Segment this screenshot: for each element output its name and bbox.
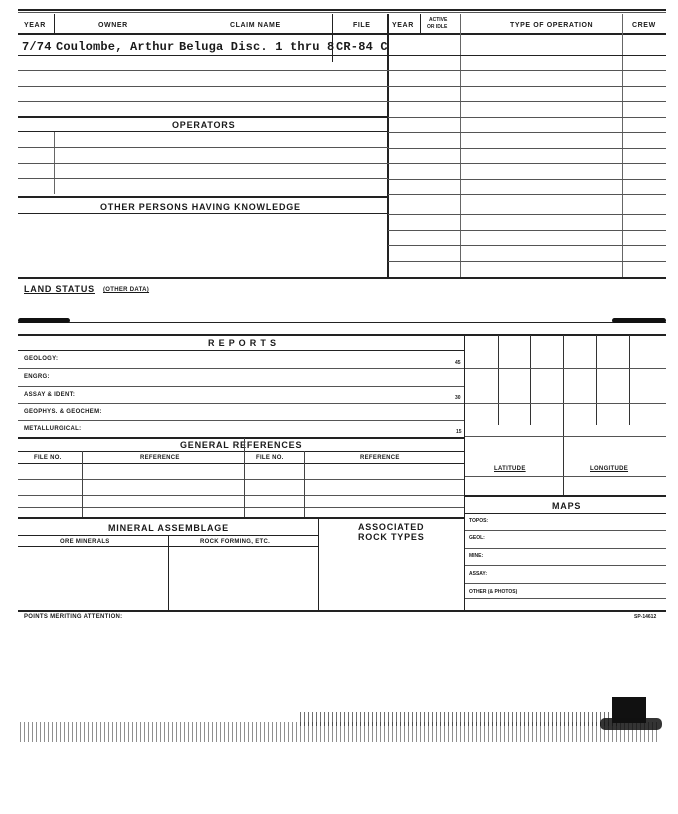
- row-line-right: [388, 148, 666, 149]
- land-status-subheading: (OTHER DATA): [103, 287, 150, 293]
- mineral-divider: [168, 536, 169, 610]
- grid-line: [629, 335, 630, 425]
- reports-geology-number: 45: [455, 360, 461, 366]
- reports-metallurgical-number: 15: [456, 429, 462, 435]
- divider-year-owner: [54, 14, 55, 34]
- minerals-rock-forming: ROCK FORMING, ETC.: [200, 539, 271, 545]
- row-line-right: [388, 101, 666, 102]
- row-line-right: [388, 214, 666, 215]
- maps-assay: ASSAY:: [469, 571, 488, 577]
- top-border: [18, 9, 666, 11]
- reports-engrg: ENGRG:: [24, 374, 50, 380]
- header-year: YEAR: [24, 22, 46, 29]
- minerals-ore: ORE MINERALS: [60, 539, 110, 545]
- row-line: [465, 548, 666, 549]
- mineral-top-rule: [18, 517, 464, 519]
- row-line-right: [388, 70, 666, 71]
- entry-owner: Coulombe, Arthur: [56, 40, 175, 54]
- operators-bottom-rule: [18, 131, 388, 132]
- row-line: [18, 55, 388, 56]
- grid-line: [530, 335, 531, 425]
- divider-active-type: [460, 14, 461, 278]
- references-divider: [82, 451, 83, 517]
- row-line: [18, 403, 464, 404]
- header-or-idle: OR IDLE: [427, 24, 448, 30]
- grid-line: [596, 335, 597, 425]
- general-references-heading: GENERAL REFERENCES: [180, 440, 303, 450]
- divider-type-crew: [622, 14, 623, 278]
- row-line: [465, 530, 666, 531]
- general-references-rule: [18, 451, 464, 452]
- operators-top-rule: [18, 116, 388, 118]
- reports-geophys: GEOPHYS. & GEOCHEM:: [24, 409, 102, 415]
- row-line: [18, 101, 388, 102]
- header-bottom-rule: [18, 33, 666, 35]
- row-line: [18, 495, 464, 496]
- grid-line: [563, 335, 564, 495]
- reports-heading: R E P O R T S: [208, 338, 277, 348]
- header-year-2: YEAR: [392, 22, 414, 29]
- row-line: [18, 507, 464, 508]
- land-status-rule: [18, 322, 666, 323]
- reports-metallurgical: METALLURGICAL:: [24, 426, 82, 432]
- top-border-inner: [18, 12, 666, 13]
- header-crew: CREW: [632, 22, 656, 29]
- scan-mark: [600, 718, 662, 730]
- maps-geol: GEOL:: [469, 535, 485, 541]
- points-meriting-attention: POINTS MERITING ATTENTION:: [24, 614, 123, 620]
- references-divider: [304, 451, 305, 517]
- row-line-right: [388, 245, 666, 246]
- row-line: [465, 583, 666, 584]
- header-active: ACTIVE: [429, 17, 448, 23]
- row-line-right: [388, 117, 666, 118]
- row-line: [18, 420, 464, 421]
- references-file-no-2: FILE NO.: [256, 455, 284, 461]
- row-line: [18, 368, 464, 369]
- grid-border-left: [464, 334, 465, 610]
- other-persons-bottom-rule: [18, 213, 388, 214]
- other-persons-heading: OTHER PERSONS HAVING KNOWLEDGE: [100, 202, 301, 212]
- entry-year: 7/74: [22, 40, 52, 54]
- row-line-right: [388, 179, 666, 180]
- row-line: [18, 70, 388, 71]
- maps-heading: MAPS: [552, 501, 582, 511]
- form-bottom-rule: [18, 610, 666, 612]
- entry-claim-name: Beluga Disc. 1 thru 8: [179, 40, 335, 54]
- references-reference-1: REFERENCE: [140, 455, 180, 461]
- associated-divider: [318, 518, 319, 610]
- scan-mark: [18, 318, 70, 323]
- grid-line: [465, 436, 666, 437]
- references-reference-2: REFERENCE: [360, 455, 400, 461]
- form-number: SP-14612: [634, 614, 657, 620]
- row-line: [18, 86, 388, 87]
- header-file: FILE: [353, 22, 371, 29]
- row-line: [18, 479, 464, 480]
- other-persons-top-rule: [18, 196, 388, 198]
- row-line: [18, 178, 388, 179]
- reports-top-rule: [18, 334, 666, 336]
- row-line-right: [388, 86, 666, 87]
- row-line: [18, 386, 464, 387]
- row-line: [18, 147, 388, 148]
- references-divider: [244, 438, 245, 517]
- row-line-right: [388, 132, 666, 133]
- reports-assay-number: 30: [455, 395, 461, 401]
- grid-line: [498, 335, 499, 425]
- row-line-right: [388, 261, 666, 262]
- references-file-no-1: FILE NO.: [34, 455, 62, 461]
- divider-year-active: [420, 14, 421, 34]
- general-references-top-rule: [18, 437, 464, 439]
- header-owner: OWNER: [98, 22, 128, 29]
- references-header-rule: [18, 463, 464, 464]
- longitude-label: LONGITUDE: [590, 466, 629, 472]
- maps-top-rule: [465, 495, 666, 497]
- maps-header-rule: [465, 513, 666, 514]
- reports-geology: GEOLOGY:: [24, 356, 59, 362]
- maps-mine: MINE:: [469, 553, 484, 559]
- row-line-right: [388, 55, 666, 56]
- mineral-assemblage-heading: MINERAL ASSEMBLAGE: [108, 523, 229, 533]
- row-line-right: [388, 163, 666, 164]
- header-type-of-operation: TYPE OF OPERATION: [510, 22, 594, 29]
- maps-topos: TOPOS:: [469, 518, 489, 524]
- maps-other: OTHER (& PHOTOS): [469, 589, 518, 595]
- reports-header-rule: [18, 350, 464, 351]
- reports-assay: ASSAY & IDENT:: [24, 392, 76, 398]
- operators-heading: OPERATORS: [172, 120, 236, 130]
- top-section-bottom-rule: [18, 277, 666, 279]
- grid-line: [465, 368, 666, 369]
- row-line-right: [388, 194, 666, 195]
- grid-line: [465, 403, 666, 404]
- associated-rock-types-top: ASSOCIATED: [358, 522, 425, 532]
- row-line-right: [388, 230, 666, 231]
- associated-rock-types-bottom: ROCK TYPES: [358, 532, 425, 542]
- latitude-label: LATITUDE: [494, 466, 526, 472]
- row-line: [465, 476, 666, 477]
- row-line: [465, 598, 666, 599]
- land-status-heading: LAND STATUS: [24, 284, 95, 294]
- row-line: [465, 565, 666, 566]
- scan-noise: [300, 712, 620, 726]
- header-claim-name: CLAIM NAME: [230, 22, 281, 29]
- entry-file: CR-84 C: [336, 40, 388, 54]
- row-line: [18, 163, 388, 164]
- scan-mark: [612, 318, 666, 323]
